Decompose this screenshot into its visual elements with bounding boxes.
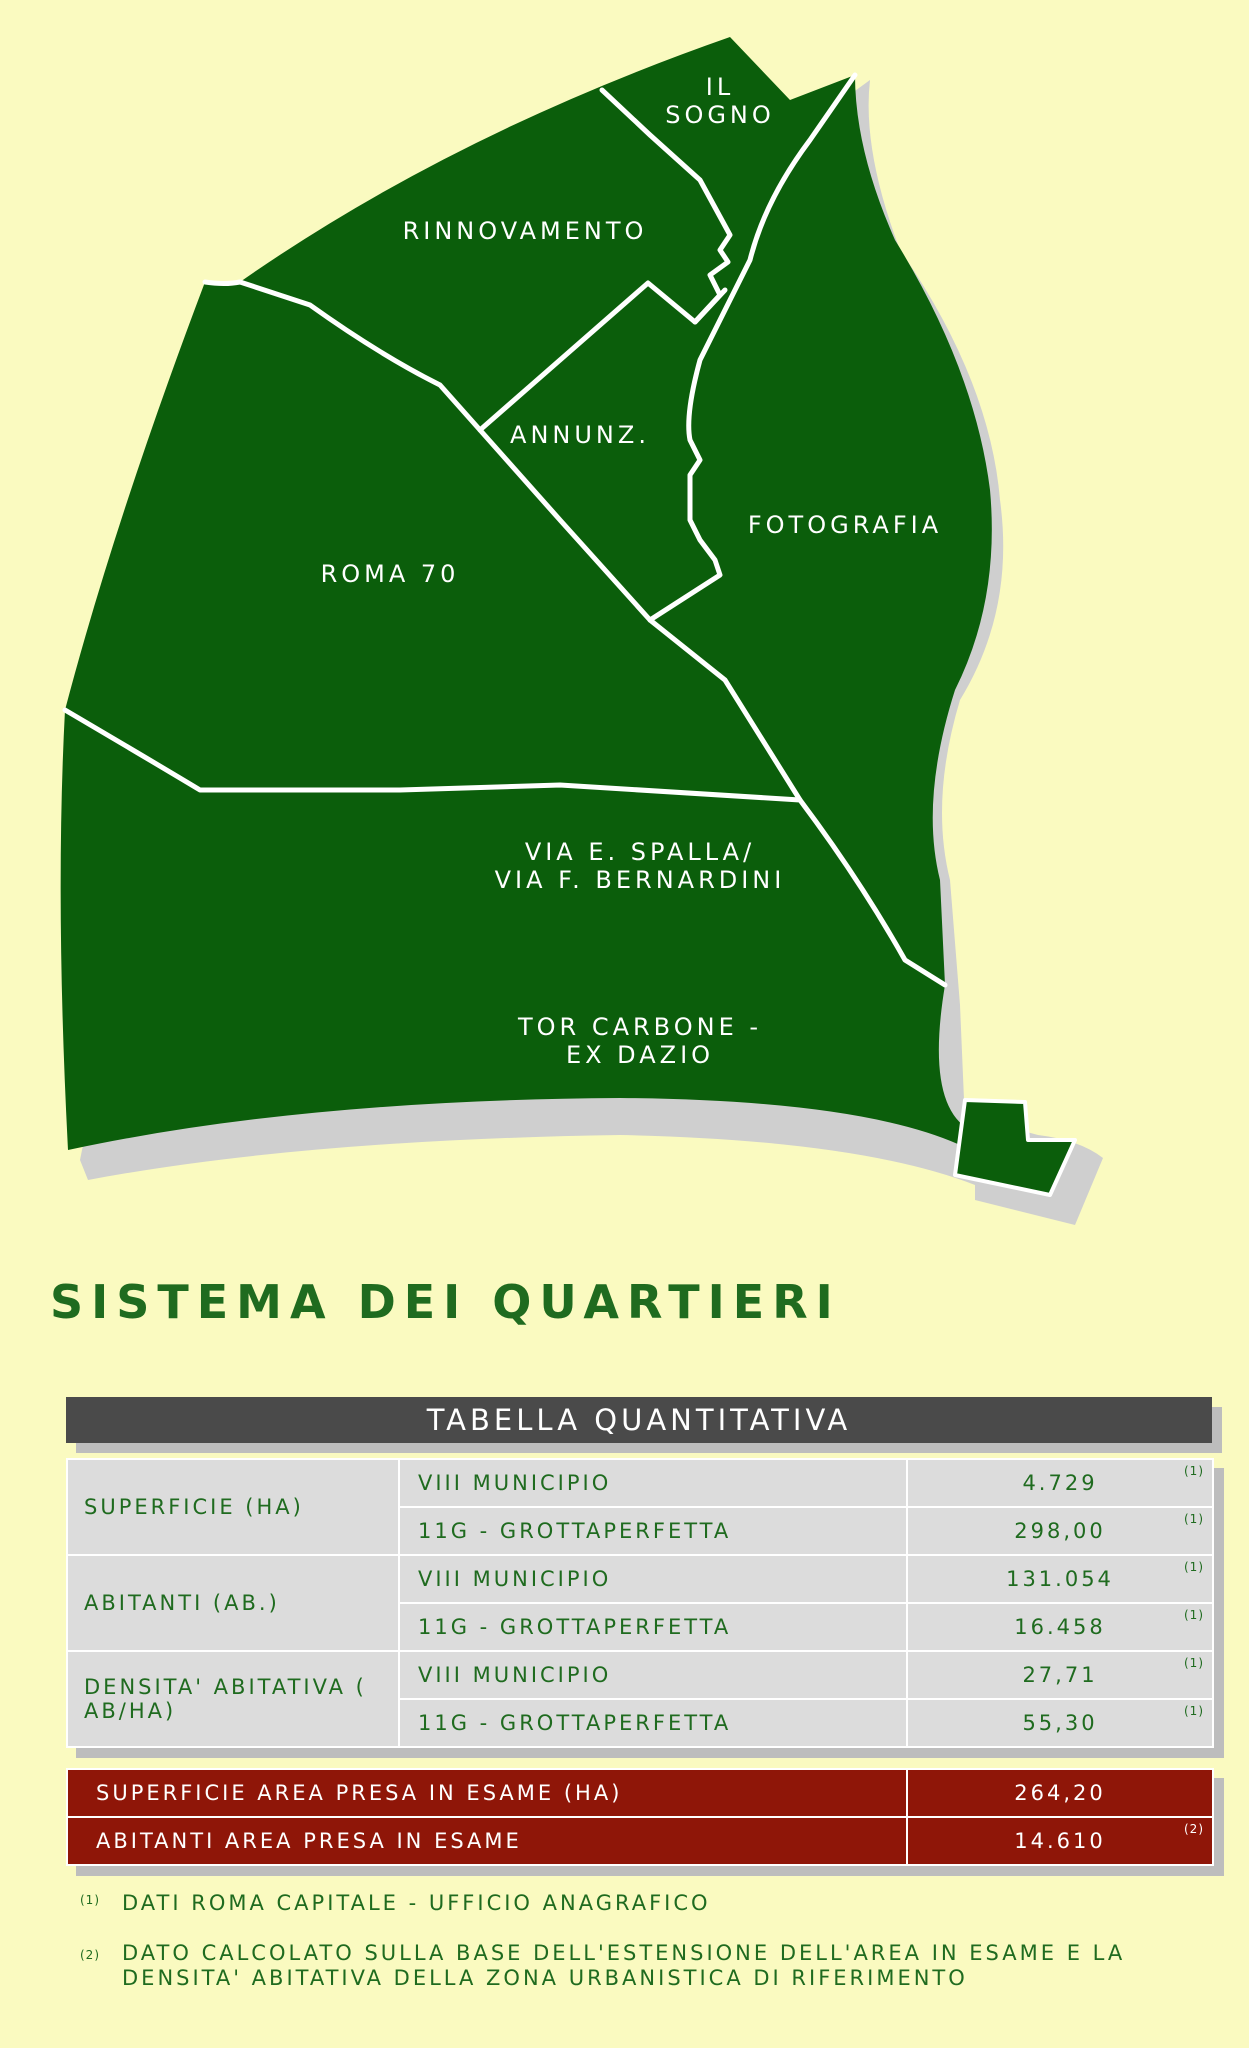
quantity-table	[66, 1458, 1214, 1748]
label-line: RINNOVAMENTO	[402, 217, 648, 245]
label-fotografia	[720, 511, 970, 539]
value-cell	[907, 1651, 1213, 1699]
row-group-label: DENSITA' ABITATIVA ( AB/HA)	[67, 1651, 399, 1747]
area-cell: VIII MUNICIPIO	[399, 1651, 907, 1699]
label-annunz	[490, 421, 670, 449]
table-row	[67, 1555, 1213, 1603]
footnote-text: DATO CALCOLATO SULLA BASE DELL'ESTENSIONE DELL'AREA IN ESAME E LA DENSITA' ABITATIVA DELLA ZONA URBANISTICA DI RIFERIMENTO	[122, 1941, 1126, 1990]
area-cell: VIII MUNICIPIO	[399, 1555, 907, 1603]
value-cell	[907, 1507, 1213, 1555]
label-line: EX DAZIO	[565, 1041, 715, 1069]
area-cell: 11G - GROTTAPERFETTA	[399, 1507, 907, 1555]
footnote-text: DATI ROMA CAPITALE - UFFICIO ANAGRAFICO	[122, 1891, 711, 1915]
summary-label: ABITANTI AREA PRESA IN ESAME	[67, 1817, 907, 1865]
value-cell	[907, 1603, 1213, 1651]
label-rinnovamento	[360, 217, 690, 245]
summary-value	[907, 1769, 1213, 1817]
value-text: 264,20	[1014, 1781, 1106, 1805]
value-text: 16.458	[1014, 1615, 1106, 1639]
footnote-mark: (1)	[1184, 1656, 1204, 1670]
label-il-sogno	[650, 73, 790, 129]
value-text: 14.610	[1014, 1829, 1106, 1853]
summary-label: SUPERFICIE AREA PRESA IN ESAME (HA)	[67, 1769, 907, 1817]
district-area	[61, 37, 992, 1150]
row-group-label: ABITANTI (AB.)	[67, 1555, 399, 1651]
footnote-mark: (1)	[80, 1893, 100, 1907]
table-header: TABELLA QUANTITATIVA	[66, 1397, 1212, 1443]
summary-row	[67, 1769, 1213, 1817]
footnote-mark: (1)	[1184, 1464, 1204, 1478]
row-group-label: SUPERFICIE (HA)	[67, 1459, 399, 1555]
boundary-roma70-northeast	[205, 282, 240, 284]
table-row	[67, 1459, 1213, 1507]
label-line: FOTOGRAFIA	[747, 511, 943, 539]
value-cell	[907, 1459, 1213, 1507]
footnote-mark: (2)	[80, 1948, 100, 1962]
value-text: 4.729	[1022, 1471, 1098, 1495]
table-row	[67, 1651, 1213, 1699]
value-text: 298,00	[1014, 1519, 1106, 1543]
label-line: VIA F. BERNARDINI	[494, 866, 786, 894]
footnote-2	[80, 1941, 1202, 1991]
value-text: 55,30	[1022, 1711, 1098, 1735]
summary-value	[907, 1817, 1213, 1865]
label-tor-carbone	[470, 1013, 810, 1069]
value-cell	[907, 1555, 1213, 1603]
area-cell: 11G - GROTTAPERFETTA	[399, 1699, 907, 1747]
label-line: TOR CARBONE -	[517, 1013, 763, 1041]
footnote-mark: (1)	[1184, 1560, 1204, 1574]
label-via-spalla	[460, 838, 820, 894]
label-line: IL	[705, 73, 735, 101]
value-text: 131.054	[1006, 1567, 1114, 1591]
footnote-mark: (2)	[1184, 1822, 1204, 1836]
footnote-mark: (1)	[1184, 1608, 1204, 1622]
label-line: VIA E. SPALLA/	[524, 838, 756, 866]
footnote-mark: (1)	[1184, 1704, 1204, 1718]
label-line: SOGNO	[665, 101, 775, 129]
footnote-1	[80, 1891, 711, 1915]
page-title: SISTEMA DEI QUARTIERI	[50, 1275, 841, 1329]
area-cell: VIII MUNICIPIO	[399, 1459, 907, 1507]
footnote-mark: (1)	[1184, 1512, 1204, 1526]
label-line: ANNUNZ.	[510, 421, 650, 449]
label-line: ROMA 70	[320, 560, 460, 588]
summary-table	[66, 1768, 1214, 1866]
summary-row	[67, 1817, 1213, 1865]
value-cell	[907, 1699, 1213, 1747]
area-cell: 11G - GROTTAPERFETTA	[399, 1603, 907, 1651]
value-text: 27,71	[1022, 1663, 1098, 1687]
label-roma-70	[290, 560, 490, 588]
